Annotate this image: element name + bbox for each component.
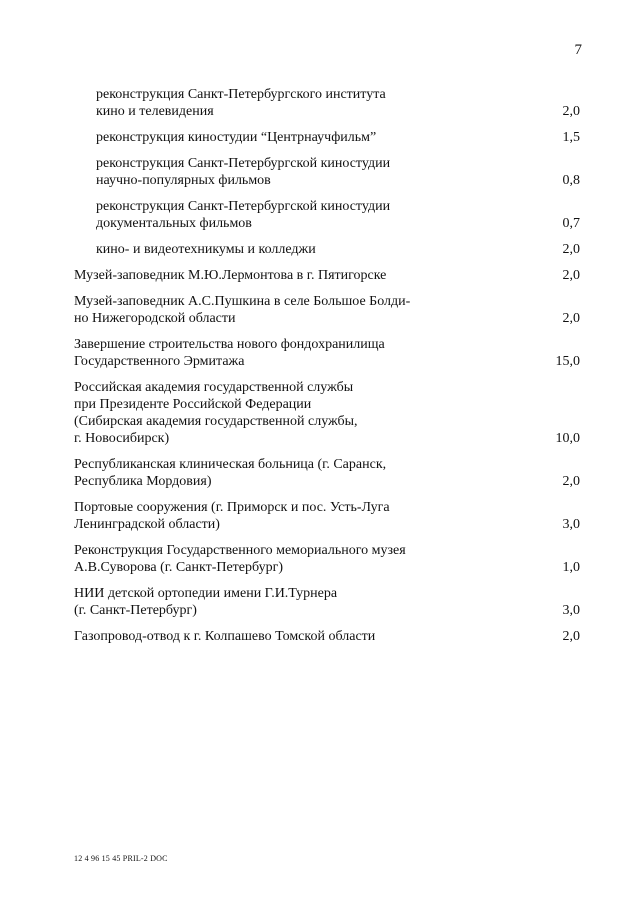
entry-value: 2,0 [562, 629, 580, 644]
entry-value: 1,5 [562, 130, 580, 145]
list-item [74, 293, 580, 327]
list-item [74, 336, 580, 370]
entry-text: реконструкция Санкт-Петербургского института кино и телевидения [96, 87, 386, 119]
list-item [74, 241, 580, 258]
entry-value: 3,0 [562, 603, 580, 618]
list-item [74, 86, 580, 120]
footer-code: 12 4 96 15 45 PRIL-2 DOC [74, 854, 168, 863]
entry-value: 2,0 [562, 104, 580, 119]
entry-value: 3,0 [562, 517, 580, 532]
entry-value: 2,0 [562, 268, 580, 283]
list-item [74, 129, 580, 146]
entry-text: Портовые сооружения (г. Приморск и пос. Усть-Луга Ленинградской области) [74, 500, 390, 532]
entry-text: Музей-заповедник М.Ю.Лермонтова в г. Пятигорске [74, 268, 387, 283]
entry-text: реконструкция киностудии “Центрнаучфильм” [96, 130, 377, 145]
list-item [74, 542, 580, 576]
entry-text: Реконструкция Государственного мемориального музея А.В.Суворова (г. Санкт-Петербург) [74, 543, 406, 575]
entry-text: Музей-заповедник А.С.Пушкина в селе Большое Болди- но Нижегородской области [74, 294, 411, 326]
entry-text: Российская академия государственной службы при Президенте Российской Федерации (Сибирская академия государственной службы, г. Новосибирск) [74, 380, 358, 446]
list-item [74, 628, 580, 645]
list-item [74, 155, 580, 189]
entries-list [74, 86, 580, 654]
entry-value: 1,0 [562, 560, 580, 575]
list-item [74, 585, 580, 619]
entry-text: реконструкция Санкт-Петербургской киностудии научно-популярных фильмов [96, 156, 391, 188]
entry-value: 2,0 [562, 242, 580, 257]
list-item [74, 456, 580, 490]
entry-text: кино- и видеотехникумы и колледжи [96, 242, 316, 257]
list-item [74, 267, 580, 284]
entry-value: 2,0 [562, 474, 580, 489]
entry-value: 15,0 [555, 354, 580, 369]
entry-value: 2,0 [562, 311, 580, 326]
entry-text: Газопровод-отвод к г. Колпашево Томской области [74, 629, 376, 644]
list-item [74, 499, 580, 533]
entry-value: 0,7 [562, 216, 580, 231]
entry-text: Республиканская клиническая больница (г. Саранск, Республика Мордовия) [74, 457, 387, 489]
entry-text: НИИ детской ортопедии имени Г.И.Турнера (г. Санкт-Петербург) [74, 586, 338, 618]
entry-text: Завершение строительства нового фондохранилища Государственного Эрмитажа [74, 337, 385, 369]
list-item [74, 379, 580, 447]
list-item [74, 198, 580, 232]
entry-value: 0,8 [562, 173, 580, 188]
page-number: 7 [574, 42, 582, 58]
entry-text: реконструкция Санкт-Петербургской киностудии документальных фильмов [96, 199, 391, 231]
entry-value: 10,0 [555, 431, 580, 446]
